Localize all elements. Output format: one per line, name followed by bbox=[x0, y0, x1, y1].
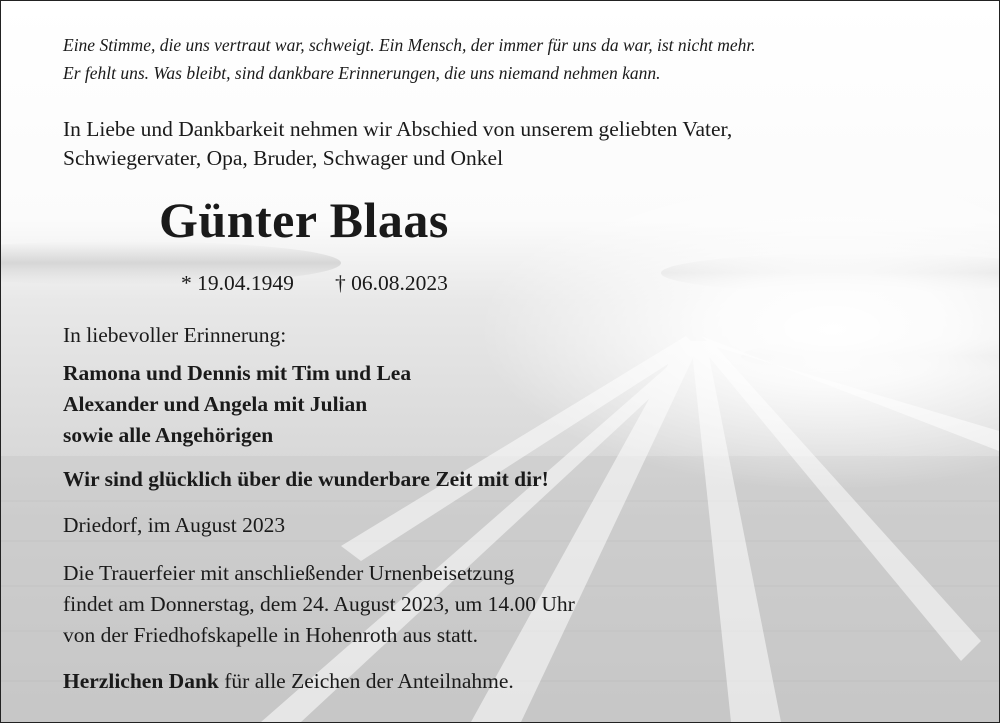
obituary-text bbox=[1, 1, 999, 722]
statement: Wir sind glücklich über die wunderbare Zeit mit dir! bbox=[63, 467, 549, 491]
intro-line-2: Schwiegervater, Opa, Bruder, Schwager und Onkel bbox=[63, 146, 504, 170]
place-date: Driedorf, im August 2023 bbox=[63, 513, 286, 537]
mourners-heading: In liebevoller Erinnerung: bbox=[63, 323, 287, 347]
death-date: † 06.08.2023 bbox=[335, 271, 448, 295]
quote-line-1: Eine Stimme, die uns vertraut war, schweigt. Ein Mensch, der immer für uns da war, ist nicht mehr. bbox=[63, 35, 756, 55]
service-line-2: findet am Donnerstag, dem 24. August 2023, um 14.00 Uhr bbox=[63, 592, 575, 616]
mourners-line-1: Ramona und Dennis mit Tim und Lea bbox=[63, 361, 412, 385]
mourners-line-2: Alexander und Angela mit Julian bbox=[63, 392, 368, 416]
birth-date: * 19.04.1949 bbox=[181, 271, 294, 295]
mourners-line-3: sowie alle Angehörigen bbox=[63, 423, 274, 447]
thanks-rest: für alle Zeichen der Anteilnahme. bbox=[218, 669, 514, 693]
service-line-1: Die Trauerfeier mit anschließender Urnenbeisetzung bbox=[63, 561, 515, 585]
intro-line-1: In Liebe und Dankbarkeit nehmen wir Abschied von unserem geliebten Vater, bbox=[63, 117, 733, 141]
deceased-name: Günter Blaas bbox=[159, 192, 449, 248]
thanks-bold: Herzlichen Dank bbox=[63, 669, 219, 693]
thanks-line bbox=[63, 669, 514, 694]
service-line-3: von der Friedhofskapelle in Hohenroth aus statt. bbox=[63, 623, 478, 647]
quote-line-2: Er fehlt uns. Was bleibt, sind dankbare Erinnerungen, die uns niemand nehmen kann. bbox=[63, 63, 661, 83]
